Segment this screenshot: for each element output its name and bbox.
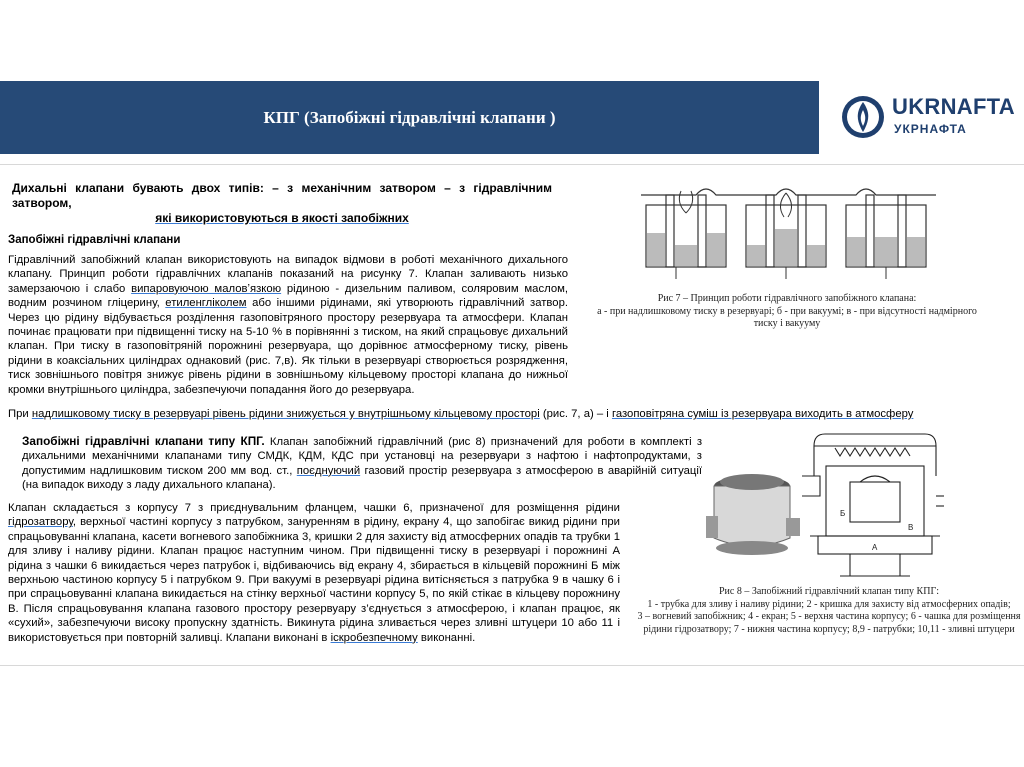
p1-text-c: або іншими рідинами, які утворюють гідравлічний затвор. Через цю рідину відбувається розділення газоповітряного простору резервуара та атмосфери. Клапан починає працювати при підвищенні тиску на 5-10 % в порівнянні з тиском, на який спрацьовує дихальний клапан. При тиску в газоповітряній порожнині резервуара, що дорівнює атмосферному тиску, рівень рідини в коаксіальних циліндрах однаковий (рис. 7,в). Як тільки в резервуарі створюється розрядження, тиск зовнішнього повітря знижує рівень рідини в зовнішньому кільцевому просторі клапана до нижньої кромки внутрішнього циліндра, забезпечуючи попадання його до резервуара. <box>8 297 568 396</box>
section-title-safety-valves: Запобіжні гідравлічні клапани <box>8 234 181 246</box>
figure-7-caption <box>572 293 1002 331</box>
valve-photo <box>706 474 800 555</box>
p2-text-b: (рис. 7, а) – і <box>539 408 612 420</box>
p2-text-a: При <box>8 408 32 420</box>
section-title-kpg: Запобіжні гідравлічні клапани типу КПГ. <box>22 434 265 448</box>
p4-text-b: , верхньої частині корпусу з патрубком, зануренням в рідину, екрану 4, що запобігає викид рідини при спрацьовуванні клапана, касети вогневого запобіжника 3, кришки 2 для захисту від атмосферних опадів та трубки 1 для зливу і наливу рідини. Клапан працює наступним чином. При підвищенні тиску в резервуарі і порожнині А рідина з чашки 6 викидається через патрубок і, відбиваючись від екрану 4, збирається в кільцевій порожнині Б між верхньою частиною корпусу 5 і патрубком 9. При вакуумі в резервуарі рідина витісняється з патрубка 9 в чашку 6 і при спрацьовуванні клапана викидається на стінку верхньої частини корпусу 5, по якій стікає в кільцеву порожнину В. Після спрацьовування клапана газового простору резервуару з’єднується з атмосферою, і клапан працює, як «сухий», забезпечуючи високу пропускну здатність. Викинута рідина зливається через зливні штуцери 10 або 11 і використовується при повторній заливці. Клапани виконані в <box>8 516 620 644</box>
ukrnafta-emblem-icon <box>840 94 886 140</box>
logo-text: UKRNAFTA <box>892 94 1015 119</box>
p4-underlined-1: гідрозатвору <box>8 516 73 529</box>
p4-text-a: Клапан складається з корпусу 7 з приєднувальним фланцем, чашки 6, призначеної для розміщення рідини <box>8 502 620 514</box>
intro-line-1: Дихальні клапани бувають двох типів: – з механічним затвором – з гідравлічним затвором, <box>12 181 552 210</box>
p1-text-b: рідиною - дизельним паливом, соляровим маслом, водним розчином гліцерину, <box>8 282 568 310</box>
fig8-label-c: В <box>908 523 914 532</box>
fig8-label-b: Б <box>840 509 846 518</box>
fig8-caption-line-2: 1 - трубка для зливу і наливу рідини; 2 - кришка для захисту від атмосферних опадів; <box>647 598 1011 610</box>
figure-8-diagram <box>700 426 945 586</box>
p1-underlined-1: випаровуючою маловʼязкою <box>131 282 282 295</box>
divider <box>0 164 1024 165</box>
valve-schematic <box>802 434 944 576</box>
p1-underlined-2: етиленгліколем <box>165 297 247 310</box>
divider-bottom <box>0 665 1024 666</box>
figure-8-caption <box>634 586 1024 636</box>
p2-underlined-1: надлишковому тиску в резервуарі рівень рідини знижується у внутрішньому кільцевому просторі <box>31 408 540 420</box>
fig7-caption-line-1: Рис 7 – Принцип роботи гідравлічного запобіжного клапана: <box>657 293 917 304</box>
paragraph-overpressure <box>8 407 938 421</box>
p3-text-b: газовий простір резервуара з атмосферою в аварійній ситуації (на випадок виходу з ладу дихального клапана). <box>22 464 702 492</box>
fig7-caption-line-2: а - при надлишковому тиску в резервуарі; б - при вакуумі; в - при відсутності надмірного <box>597 305 977 317</box>
p2-underlined-2: газоповітряна суміш із резервуара виходить в атмосферу <box>611 408 914 420</box>
paragraph-principle <box>8 253 568 401</box>
ukrnafta-logo <box>840 92 1015 144</box>
p4-text-c: виконанні. <box>417 631 476 644</box>
fig8-caption-line-4: рідини гідрозатвору; 7 - нижня частина корпусу; 8,9 - патрубки; 10,11 - зливні штуцери <box>643 623 1015 635</box>
figure-7-diagram <box>636 183 941 283</box>
fig8-label-a: А <box>872 543 878 552</box>
fig8-caption-line-1: Рис 8 – Запобіжний гідравлічний клапан типу КПГ: <box>718 586 940 597</box>
p3-text-a: Клапан запобіжний гідравлічний (рис 8) призначений для роботи в комплекті з дихальними механічними клапанами типу СМДК, КДМ, КДС при установці на резервуари з нафтою і нафтопродуктами, з допустимим надлишковим тиском 200 мм вод. ст., <box>22 436 702 477</box>
fig8-caption-line-3: 3 – вогневий запобіжник; 4 - екран; 5 - верхня частина корпусу; 6 - чашка для розміщення <box>637 611 1021 622</box>
paragraph-kpg-intro <box>22 434 702 492</box>
intro-line-2: які використовуються в якості запобіжних <box>155 211 409 225</box>
header-bar <box>0 81 819 154</box>
fig7-caption-line-3: тиску і вакууму <box>753 318 821 329</box>
page-title: КПГ (Запобіжні гідравлічні клапани ) <box>263 108 556 127</box>
intro-heading <box>12 181 552 226</box>
p4-underlined-2: іскробезпечному <box>330 631 418 644</box>
p3-underlined: поєднуючий <box>296 464 361 477</box>
paragraph-kpg-construction <box>8 501 620 661</box>
p1-text-a: Гідравлічний запобіжний клапан використовують на випадок відмови в роботі механічного дихального клапану. Принцип роботи гідравлічних клапанів показаний на рисунку 7. Клапан заливають низько замерзаючою і слабо <box>8 254 568 295</box>
logo-subtext: УКРНАФТА <box>894 122 967 136</box>
